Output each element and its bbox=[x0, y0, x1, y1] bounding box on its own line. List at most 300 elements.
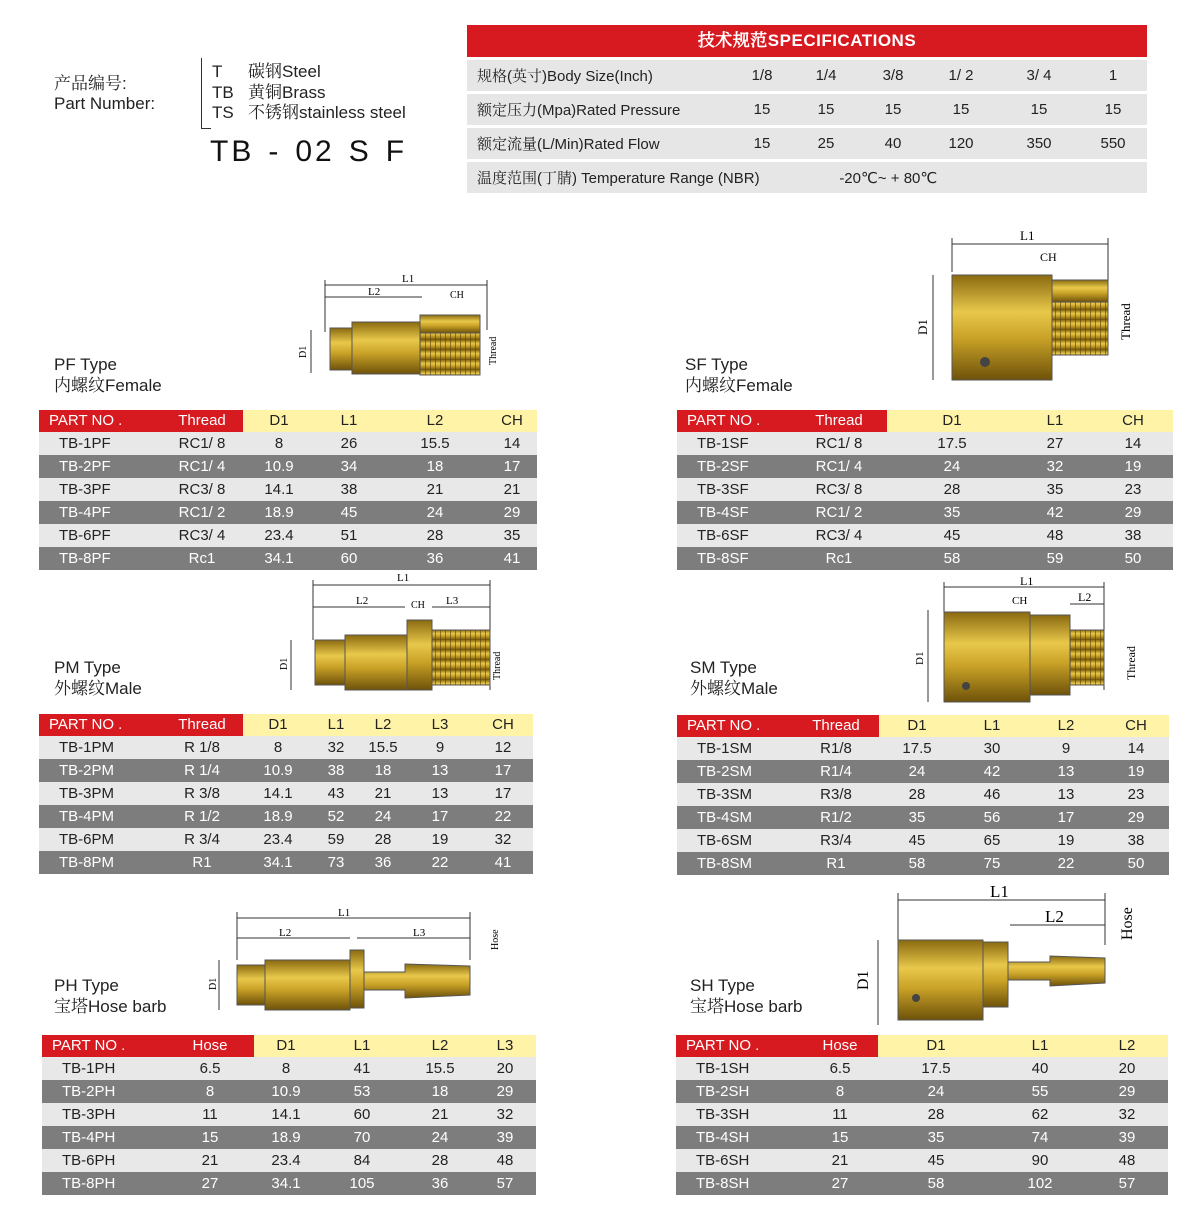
table-cell: 12 bbox=[494, 739, 512, 756]
table-cell: 36 bbox=[431, 1175, 449, 1192]
table-cell: 28 bbox=[927, 1106, 945, 1123]
table-cell: 27 bbox=[831, 1175, 849, 1192]
column-header: L2 bbox=[383, 410, 487, 432]
column-header: CH bbox=[473, 714, 533, 736]
column-header: CH bbox=[1093, 410, 1173, 432]
part-number-cell: TB-1SH bbox=[696, 1060, 750, 1077]
ph-table bbox=[42, 1035, 536, 1195]
material-code-item: TS 不锈钢stainless steel bbox=[212, 103, 406, 122]
sh-table-header bbox=[676, 1035, 1168, 1057]
column-header: D1 bbox=[887, 410, 1017, 432]
pf-drawing bbox=[298, 273, 499, 375]
table-cell: 23.4 bbox=[271, 1152, 301, 1169]
sh-l2-label: L2 bbox=[1045, 907, 1064, 926]
table-cell: R 3/4 bbox=[184, 831, 220, 848]
table-cell: 28 bbox=[431, 1152, 449, 1169]
table-cell: RC1/ 8 bbox=[815, 435, 863, 452]
table-cell: 58 bbox=[943, 550, 961, 567]
column-header: Hose bbox=[166, 1035, 254, 1057]
table-cell: 14.1 bbox=[264, 481, 294, 498]
part-number-cell: TB-8SH bbox=[696, 1175, 750, 1192]
table-cell: 48 bbox=[496, 1152, 514, 1169]
sm-thread-label: Thread bbox=[1124, 646, 1138, 680]
pf-l1-label: L1 bbox=[402, 273, 415, 285]
table-cell: 15 bbox=[201, 1129, 219, 1146]
sm-l2-label: L2 bbox=[1078, 590, 1092, 604]
ph-table-header bbox=[42, 1035, 536, 1057]
table-cell: 32 bbox=[496, 1106, 514, 1123]
table-cell: 17.5 bbox=[902, 740, 932, 757]
table-cell: 42 bbox=[1046, 504, 1064, 521]
table-cell: RC1/ 4 bbox=[178, 458, 226, 475]
table-cell: 36 bbox=[426, 550, 444, 567]
table-cell: RC1/ 8 bbox=[178, 435, 226, 452]
table-cell: 56 bbox=[983, 809, 1001, 826]
table-cell: 6.5 bbox=[199, 1060, 221, 1077]
table-cell: 38 bbox=[1127, 832, 1145, 849]
sm-d1-label: D1 bbox=[914, 651, 926, 665]
part-number-cell: TB-3PM bbox=[59, 785, 115, 802]
table-cell: 21 bbox=[503, 481, 521, 498]
table-cell: 9 bbox=[1061, 740, 1071, 757]
spec-row-rated-flow: 额定流量(L/Min)Rated Flow 15 25 40 120 350 550 bbox=[467, 128, 1147, 159]
table-cell: 24 bbox=[927, 1083, 945, 1100]
table-cell: 73 bbox=[327, 854, 345, 871]
table-cell: 51 bbox=[340, 527, 358, 544]
table-cell: 60 bbox=[353, 1106, 371, 1123]
part-number-cell: TB-6PF bbox=[59, 527, 111, 544]
pf-d1-label: D1 bbox=[298, 345, 309, 358]
pf-table-header bbox=[39, 410, 537, 432]
table-cell: 19 bbox=[1124, 458, 1142, 475]
table-cell: 13 bbox=[431, 762, 449, 779]
sf-table bbox=[677, 410, 1173, 570]
spec-row-body-size: 规格(英寸)Body Size(Inch) 1/8 1/4 3/8 1/ 2 3/ 4 1 bbox=[467, 60, 1147, 91]
column-header: L1 bbox=[313, 714, 359, 736]
column-header: L3 bbox=[407, 714, 473, 736]
table-cell: 34 bbox=[340, 458, 358, 475]
sh-l1-label: L1 bbox=[990, 882, 1009, 901]
table-cell: 39 bbox=[496, 1129, 514, 1146]
table-cell: RC3/ 4 bbox=[178, 527, 226, 544]
part-number-cell: TB-3SH bbox=[696, 1106, 750, 1123]
table-cell: RC3/ 4 bbox=[815, 527, 863, 544]
table-cell: 17 bbox=[503, 458, 521, 475]
sh-table bbox=[676, 1035, 1168, 1195]
material-code-item: T 碳钢Steel bbox=[212, 62, 321, 81]
table-cell: 46 bbox=[983, 786, 1001, 803]
table-cell: 18.9 bbox=[264, 504, 294, 521]
table-cell: RC1/ 4 bbox=[815, 458, 863, 475]
table-cell: 18.9 bbox=[271, 1129, 301, 1146]
table-cell: 48 bbox=[1118, 1152, 1136, 1169]
table-cell: 17 bbox=[1057, 809, 1075, 826]
table-cell: RC3/ 8 bbox=[815, 481, 863, 498]
table-cell: Rc1 bbox=[825, 550, 853, 567]
table-cell: 10.9 bbox=[264, 458, 294, 475]
table-cell: 23.4 bbox=[263, 831, 293, 848]
table-cell: 24 bbox=[374, 808, 392, 825]
table-cell: 26 bbox=[340, 435, 358, 452]
table-cell: 50 bbox=[1124, 550, 1142, 567]
table-cell: 29 bbox=[1127, 809, 1145, 826]
table-cell: 14 bbox=[1124, 435, 1142, 452]
table-cell: 55 bbox=[1031, 1083, 1049, 1100]
sf-thread-label: Thread bbox=[1118, 303, 1133, 340]
table-cell: 24 bbox=[908, 763, 926, 780]
pf-type-title: PF Type 内螺纹Female bbox=[54, 355, 162, 395]
table-cell: 19 bbox=[1127, 763, 1145, 780]
table-row bbox=[39, 478, 537, 501]
column-header: Thread bbox=[791, 410, 887, 432]
table-cell: 13 bbox=[431, 785, 449, 802]
table-cell: 32 bbox=[327, 739, 345, 756]
table-cell: RC1/ 2 bbox=[178, 504, 226, 521]
part-number-cell: TB-8SM bbox=[697, 855, 753, 872]
column-header: Thread bbox=[793, 715, 879, 737]
table-cell: 21 bbox=[201, 1152, 219, 1169]
table-cell: 22 bbox=[494, 808, 512, 825]
ph-hose-label: Hose bbox=[490, 929, 501, 950]
pm-l3-label: L3 bbox=[446, 595, 459, 607]
part-number-cell: TB-8PM bbox=[59, 854, 115, 871]
table-cell: 21 bbox=[431, 1106, 449, 1123]
table-row bbox=[39, 759, 533, 782]
table-row bbox=[42, 1172, 536, 1195]
sf-d1-label: D1 bbox=[915, 319, 930, 335]
table-cell: 21 bbox=[831, 1152, 849, 1169]
pm-drawing bbox=[279, 572, 503, 690]
table-cell: 21 bbox=[374, 785, 392, 802]
table-cell: 50 bbox=[1127, 855, 1145, 872]
table-cell: 41 bbox=[353, 1060, 371, 1077]
ph-d1-label: D1 bbox=[208, 977, 219, 990]
table-cell: 15.5 bbox=[368, 739, 398, 756]
part-number-cell: TB-4PM bbox=[59, 808, 115, 825]
part-number-cell: TB-1SM bbox=[697, 740, 753, 757]
table-cell: 21 bbox=[426, 481, 444, 498]
table-cell: 35 bbox=[1046, 481, 1064, 498]
part-number-cell: TB-2SH bbox=[696, 1083, 750, 1100]
table-row bbox=[677, 478, 1173, 501]
column-header: D1 bbox=[878, 1035, 994, 1057]
column-header: L2 bbox=[1029, 715, 1103, 737]
part-number-cell: TB-2SF bbox=[697, 458, 749, 475]
table-row bbox=[39, 547, 537, 570]
table-cell: 28 bbox=[374, 831, 392, 848]
table-row bbox=[42, 1057, 536, 1080]
table-cell: 29 bbox=[1124, 504, 1142, 521]
column-header: CH bbox=[1103, 715, 1169, 737]
table-cell: 18 bbox=[431, 1083, 449, 1100]
table-cell: 34.1 bbox=[264, 550, 294, 567]
column-header: L2 bbox=[406, 1035, 474, 1057]
column-header: Thread bbox=[161, 410, 243, 432]
table-cell: 15.5 bbox=[420, 435, 450, 452]
table-row bbox=[39, 782, 533, 805]
table-row bbox=[39, 501, 537, 524]
table-cell: 36 bbox=[374, 854, 392, 871]
column-header: L2 bbox=[1086, 1035, 1168, 1057]
table-cell: 18.9 bbox=[263, 808, 293, 825]
table-cell: 17 bbox=[431, 808, 449, 825]
table-cell: 23.4 bbox=[264, 527, 294, 544]
column-header: L1 bbox=[1017, 410, 1093, 432]
part-number-cell: TB-6PM bbox=[59, 831, 115, 848]
column-header: PART NO . bbox=[39, 410, 161, 432]
part-number-cell: TB-6SF bbox=[697, 527, 749, 544]
ph-l3-label: L3 bbox=[413, 927, 426, 939]
pf-table bbox=[39, 410, 537, 570]
table-row bbox=[42, 1080, 536, 1103]
table-cell: 35 bbox=[908, 809, 926, 826]
table-cell: 59 bbox=[1046, 550, 1064, 567]
part-number-cell: TB-3SF bbox=[697, 481, 749, 498]
table-cell: 24 bbox=[431, 1129, 449, 1146]
column-header: Thread bbox=[161, 714, 243, 736]
table-cell: 84 bbox=[353, 1152, 371, 1169]
table-cell: 6.5 bbox=[829, 1060, 851, 1077]
column-header: L3 bbox=[474, 1035, 536, 1057]
part-number-cell: TB-4PH bbox=[62, 1129, 116, 1146]
specifications-title: 技术规范SPECIFICATIONS bbox=[467, 25, 1147, 57]
table-cell: 34.1 bbox=[263, 854, 293, 871]
table-cell: 15 bbox=[831, 1129, 849, 1146]
column-header: L1 bbox=[315, 410, 383, 432]
pm-d1-label: D1 bbox=[279, 657, 290, 670]
spec-row-rated-pressure: 额定压力(Mpa)Rated Pressure 15 15 15 15 15 15 bbox=[467, 94, 1147, 125]
part-number-cell: TB-2SM bbox=[697, 763, 753, 780]
table-cell: R1/2 bbox=[820, 809, 852, 826]
table-cell: 38 bbox=[327, 762, 345, 779]
sf-ch-label: CH bbox=[1040, 250, 1057, 264]
pm-ch-label: CH bbox=[411, 600, 425, 611]
table-row bbox=[676, 1126, 1168, 1149]
table-cell: 40 bbox=[1031, 1060, 1049, 1077]
table-cell: 20 bbox=[496, 1060, 514, 1077]
table-cell: 14 bbox=[503, 435, 521, 452]
table-row bbox=[676, 1080, 1168, 1103]
table-cell: 65 bbox=[983, 832, 1001, 849]
part-number-cell: TB-3SM bbox=[697, 786, 753, 803]
table-cell: R 1/2 bbox=[184, 808, 220, 825]
column-header: PART NO . bbox=[39, 714, 161, 736]
table-cell: 58 bbox=[927, 1175, 945, 1192]
pm-l1-label: L1 bbox=[397, 572, 410, 584]
sh-d1-label: D1 bbox=[855, 970, 872, 990]
table-cell: 17.5 bbox=[937, 435, 967, 452]
table-row bbox=[676, 1172, 1168, 1195]
part-number-label-cn: 产品编号: bbox=[54, 74, 127, 93]
part-number-cell: TB-3PH bbox=[62, 1106, 116, 1123]
pf-ch-label: CH bbox=[450, 290, 464, 301]
sm-l1-label: L1 bbox=[1020, 574, 1034, 588]
table-row bbox=[677, 806, 1169, 829]
table-cell: 41 bbox=[494, 854, 512, 871]
table-row bbox=[677, 737, 1169, 760]
table-cell: 41 bbox=[503, 550, 521, 567]
table-cell: 28 bbox=[426, 527, 444, 544]
table-cell: R1/8 bbox=[820, 740, 852, 757]
table-cell: 8 bbox=[205, 1083, 215, 1100]
table-row bbox=[39, 851, 533, 874]
table-cell: 10.9 bbox=[263, 762, 293, 779]
pf-thread-label: Thread bbox=[488, 336, 499, 365]
column-header: L1 bbox=[955, 715, 1029, 737]
pm-table-header bbox=[39, 714, 533, 736]
table-cell: 20 bbox=[1118, 1060, 1136, 1077]
table-cell: R1 bbox=[192, 854, 212, 871]
table-cell: 32 bbox=[494, 831, 512, 848]
table-cell: R 3/8 bbox=[184, 785, 220, 802]
table-row bbox=[39, 455, 537, 478]
part-number-cell: TB-6SH bbox=[696, 1152, 750, 1169]
table-cell: R3/8 bbox=[820, 786, 852, 803]
part-number-cell: TB-6SM bbox=[697, 832, 753, 849]
table-cell: 28 bbox=[908, 786, 926, 803]
column-header: PART NO . bbox=[42, 1035, 166, 1057]
sm-type-title: SM Type 外螺纹Male bbox=[690, 658, 778, 698]
sm-ch-label: CH bbox=[1012, 595, 1028, 607]
table-cell: 14 bbox=[1127, 740, 1145, 757]
part-number-cell: TB-4SF bbox=[697, 504, 749, 521]
table-cell: 27 bbox=[1046, 435, 1064, 452]
table-cell: 38 bbox=[340, 481, 358, 498]
table-cell: 42 bbox=[983, 763, 1001, 780]
table-cell: 38 bbox=[1124, 527, 1142, 544]
column-header: L2 bbox=[359, 714, 407, 736]
table-row bbox=[677, 852, 1169, 875]
table-cell: 22 bbox=[431, 854, 449, 871]
table-cell: 22 bbox=[1057, 855, 1075, 872]
table-cell: 32 bbox=[1046, 458, 1064, 475]
sm-drawing bbox=[914, 574, 1138, 702]
table-row bbox=[42, 1149, 536, 1172]
table-row bbox=[42, 1103, 536, 1126]
table-cell: 70 bbox=[353, 1129, 371, 1146]
table-cell: R1 bbox=[826, 855, 846, 872]
table-cell: 57 bbox=[1118, 1175, 1136, 1192]
table-cell: 19 bbox=[431, 831, 449, 848]
table-cell: 29 bbox=[1118, 1083, 1136, 1100]
table-cell: 24 bbox=[426, 504, 444, 521]
table-cell: 14.1 bbox=[271, 1106, 301, 1123]
table-cell: 39 bbox=[1118, 1129, 1136, 1146]
table-row bbox=[677, 432, 1173, 455]
table-row bbox=[39, 736, 533, 759]
table-cell: 45 bbox=[340, 504, 358, 521]
table-row bbox=[39, 805, 533, 828]
table-cell: 17.5 bbox=[921, 1060, 951, 1077]
column-header: PART NO . bbox=[677, 715, 793, 737]
table-row bbox=[677, 501, 1173, 524]
table-cell: 60 bbox=[340, 550, 358, 567]
sf-type-title: SF Type 内螺纹Female bbox=[685, 355, 793, 395]
table-cell: 74 bbox=[1031, 1129, 1049, 1146]
table-row bbox=[676, 1149, 1168, 1172]
pm-l2-label: L2 bbox=[356, 595, 369, 607]
table-cell: 48 bbox=[1046, 527, 1064, 544]
table-cell: 8 bbox=[274, 435, 284, 452]
part-number-cell: TB-1SF bbox=[697, 435, 749, 452]
table-cell: 19 bbox=[1057, 832, 1075, 849]
table-cell: Rc1 bbox=[188, 550, 216, 567]
table-cell: 59 bbox=[327, 831, 345, 848]
part-number-example: TB - 02 S F bbox=[210, 135, 408, 168]
table-cell: 13 bbox=[1057, 763, 1075, 780]
sf-table-header bbox=[677, 410, 1173, 432]
table-cell: 11 bbox=[202, 1106, 218, 1123]
table-cell: R3/4 bbox=[820, 832, 852, 849]
table-cell: R1/4 bbox=[820, 763, 852, 780]
column-header: PART NO . bbox=[677, 410, 791, 432]
table-cell: 10.9 bbox=[271, 1083, 301, 1100]
column-header: D1 bbox=[254, 1035, 318, 1057]
part-number-cell: TB-3PF bbox=[59, 481, 111, 498]
part-number-cell: TB-4SH bbox=[696, 1129, 750, 1146]
table-cell: 28 bbox=[943, 481, 961, 498]
table-cell: 27 bbox=[201, 1175, 219, 1192]
table-cell: 105 bbox=[349, 1175, 375, 1192]
column-header: CH bbox=[487, 410, 537, 432]
table-cell: 32 bbox=[1118, 1106, 1136, 1123]
spec-row-temperature: 温度范围(丁腈) Temperature Range (NBR) -20℃~ + 80℃ bbox=[467, 162, 1147, 193]
ph-l2-label: L2 bbox=[279, 927, 292, 939]
sh-type-title: SH Type 宝塔Hose barb bbox=[690, 976, 803, 1016]
table-cell: 35 bbox=[927, 1129, 945, 1146]
column-header: D1 bbox=[879, 715, 955, 737]
table-cell: 17 bbox=[494, 785, 512, 802]
table-cell: R 1/4 bbox=[184, 762, 220, 779]
sm-table-header bbox=[677, 715, 1169, 737]
table-cell: 53 bbox=[353, 1083, 371, 1100]
table-row bbox=[677, 455, 1173, 478]
table-cell: 34.1 bbox=[271, 1175, 301, 1192]
part-number-cell: TB-8PH bbox=[62, 1175, 116, 1192]
table-cell: 57 bbox=[496, 1175, 514, 1192]
table-row bbox=[39, 524, 537, 547]
table-cell: 18 bbox=[426, 458, 444, 475]
table-cell: 15.5 bbox=[425, 1060, 455, 1077]
table-row bbox=[39, 432, 537, 455]
table-row bbox=[39, 828, 533, 851]
part-number-cell: TB-1PF bbox=[59, 435, 111, 452]
table-cell: 102 bbox=[1027, 1175, 1053, 1192]
table-row bbox=[42, 1126, 536, 1149]
table-row bbox=[677, 547, 1173, 570]
table-cell: 29 bbox=[503, 504, 521, 521]
column-header: D1 bbox=[243, 714, 313, 736]
ph-drawing bbox=[208, 907, 501, 1010]
table-cell: 11 bbox=[832, 1106, 848, 1123]
table-cell: 14.1 bbox=[263, 785, 293, 802]
table-cell: 9 bbox=[435, 739, 445, 756]
table-row bbox=[676, 1057, 1168, 1080]
table-cell: 35 bbox=[503, 527, 521, 544]
table-cell: 8 bbox=[835, 1083, 845, 1100]
part-number-label-en: Part Number: bbox=[54, 94, 156, 113]
pf-l2-label: L2 bbox=[368, 286, 381, 298]
column-header: D1 bbox=[243, 410, 315, 432]
table-cell: 35 bbox=[943, 504, 961, 521]
ph-l1-label: L1 bbox=[338, 907, 351, 919]
ph-type-title: PH Type 宝塔Hose barb bbox=[54, 976, 167, 1016]
part-number-cell: TB-8PF bbox=[59, 550, 111, 567]
part-number-cell: TB-6PH bbox=[62, 1152, 116, 1169]
part-number-cell: TB-1PM bbox=[59, 739, 115, 756]
table-cell: 45 bbox=[927, 1152, 945, 1169]
column-header: PART NO . bbox=[676, 1035, 802, 1057]
